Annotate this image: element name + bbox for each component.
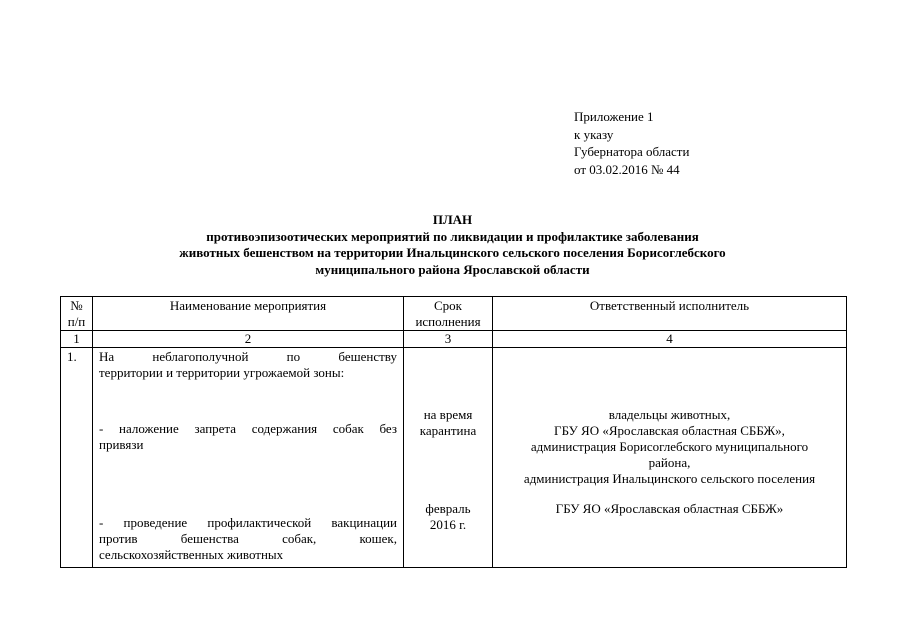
appendix-line: Приложение 1 [574, 109, 654, 124]
table-header-row [61, 297, 847, 331]
measure-item-line: - проведение профилактической вакцинации [99, 515, 397, 530]
measure-item-line: привязи [99, 437, 144, 452]
responsible-line: района, [648, 455, 691, 470]
responsible-line: администрация Инальцинского сельского поселения [523, 471, 816, 486]
spacer [404, 439, 492, 501]
term-line: карантина [419, 423, 477, 438]
term-line: 2016 г. [429, 517, 467, 532]
plan-title-line: животных бешенством на территории Инальцинского сельского поселения Борисоглебского [179, 245, 726, 260]
plan-table [60, 296, 847, 568]
spacer [404, 349, 492, 407]
appendix-block [574, 108, 689, 178]
measure-item-line: сельскохозяйственных животных [99, 547, 284, 562]
measure-name-cell [93, 348, 404, 568]
spacer [493, 349, 846, 407]
column-number: 4 [493, 331, 847, 348]
table-row [61, 348, 847, 568]
header-term [404, 297, 493, 331]
plan-title-line: муниципального района Ярославской области [315, 261, 590, 277]
measure-intro-line: территории и территории угрожаемой зоны: [99, 365, 345, 380]
plan-title [0, 212, 905, 278]
measure-item-line: против бешенства собак, кошек, [99, 531, 397, 546]
header-num-line: п/п [67, 314, 86, 329]
header-num [61, 297, 93, 331]
spacer [99, 453, 397, 515]
term-line: февраль [425, 501, 471, 516]
header-term-line: Срок [434, 298, 462, 313]
responsible-line: владельцы животных, [608, 407, 731, 422]
row-number: 1. [61, 348, 93, 568]
responsible-line: ГБУ ЯО «Ярославская областная СББЖ», [554, 423, 785, 438]
header-name: Наименование мероприятия [93, 297, 404, 331]
column-number: 2 [93, 331, 404, 348]
appendix-line: к указу [574, 126, 614, 142]
spacer [493, 487, 846, 501]
measure-item-line: - наложение запрета содержания собак без [99, 421, 397, 436]
plan-title-line: противоэпизоотических мероприятий по ликвидации и профилактике заболевания [206, 228, 699, 244]
appendix-line: Губернатора области [574, 144, 690, 159]
responsible-line: администрация Борисоглебского муниципального [530, 439, 809, 454]
appendix-line: от 03.02.2016 № 44 [574, 161, 680, 177]
measure-intro-line: На неблагополучной по бешенству [99, 349, 397, 364]
term-cell [404, 348, 493, 568]
header-num-line: № [70, 298, 83, 313]
responsible-line: ГБУ ЯО «Ярославская областная СББЖ» [555, 501, 784, 516]
header-responsible: Ответственный исполнитель [493, 297, 847, 331]
column-number: 3 [404, 331, 493, 348]
plan-heading: ПЛАН [432, 212, 473, 227]
term-line: на время [423, 407, 473, 422]
column-number-row [61, 331, 847, 348]
header-term-line: исполнения [415, 314, 481, 329]
column-number: 1 [61, 331, 93, 348]
spacer [99, 381, 397, 421]
responsible-cell [493, 348, 847, 568]
